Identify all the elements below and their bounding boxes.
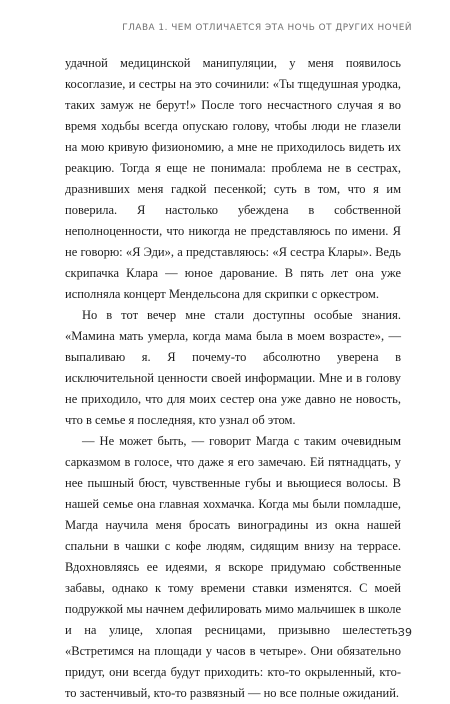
paragraph: удачной медицинской манипуляции, у меня появилось косоглазие, и сестры на это сочинили: «Ты тщедушная уродка, таких замуж не берут!» После того несчастного случая я во время ходьбы всегда опускаю голову, чтобы люди не глазели на мою кривую физиономию, а мне не приходилось видеть их реакцию. Тогда я еще не понимала: проблема не в сестрах, дразнивших меня гадкой песенкой; суть в том, что я им поверила. Я настолько убеждена в собственной неполноценности, что никогда не представляюсь по имени. Я не говорю: «Я Эди», а представляюсь: «Я сестра Клары». Ведь скрипачка Клара — юное дарование. В пять лет она уже исполняла концерт Мендельсона для скрипки с оркестром. [65, 56, 401, 301]
running-header: ГЛАВА 1. ЧЕМ ОТЛИЧАЕТСЯ ЭТА НОЧЬ ОТ ДРУГИХ НОЧЕЙ [122, 23, 412, 33]
page-number: 39 [398, 626, 412, 639]
body-text [65, 53, 401, 704]
paragraph: Но в тот вечер мне стали доступны особые знания. «Мамина мать умерла, когда мама была в моем возрасте», — выпаливаю я. Я почему-то абсолютно уверена в исключительной ценности своей информации. Мне и в голову не приходило, что для моих сестер она уже давно не новость, что в семье я последняя, кто узнал об этом. [65, 308, 401, 427]
paragraph: — Не может быть, — говорит Магда с таким очевидным сарказмом в голосе, что даже я его замечаю. Ей пятнадцать, у нее пышный бюст, чувственные губы и вьющиеся волосы. В нашей семье она главная хохмачка. Когда мы были помладше, Магда научила меня бросать виноградины из окна нашей спальни в чашки с кофе людям, сидящим внизу на террасе. Вдохновляясь ее идеями, я вскоре придумаю собственные забавы, однако к тому времени ставки изменятся. С моей подружкой мы начнем дефилировать мимо мальчишек в школе и на улице, хлопая ресницами, призывно шелестеть: «Встретимся на площади у часов в четыре». Они обязательно придут, они всегда будут приходить: кто-то окрыленный, кто-то застенчивый, кто-то развязный — но все полные ожиданий. [65, 434, 401, 700]
